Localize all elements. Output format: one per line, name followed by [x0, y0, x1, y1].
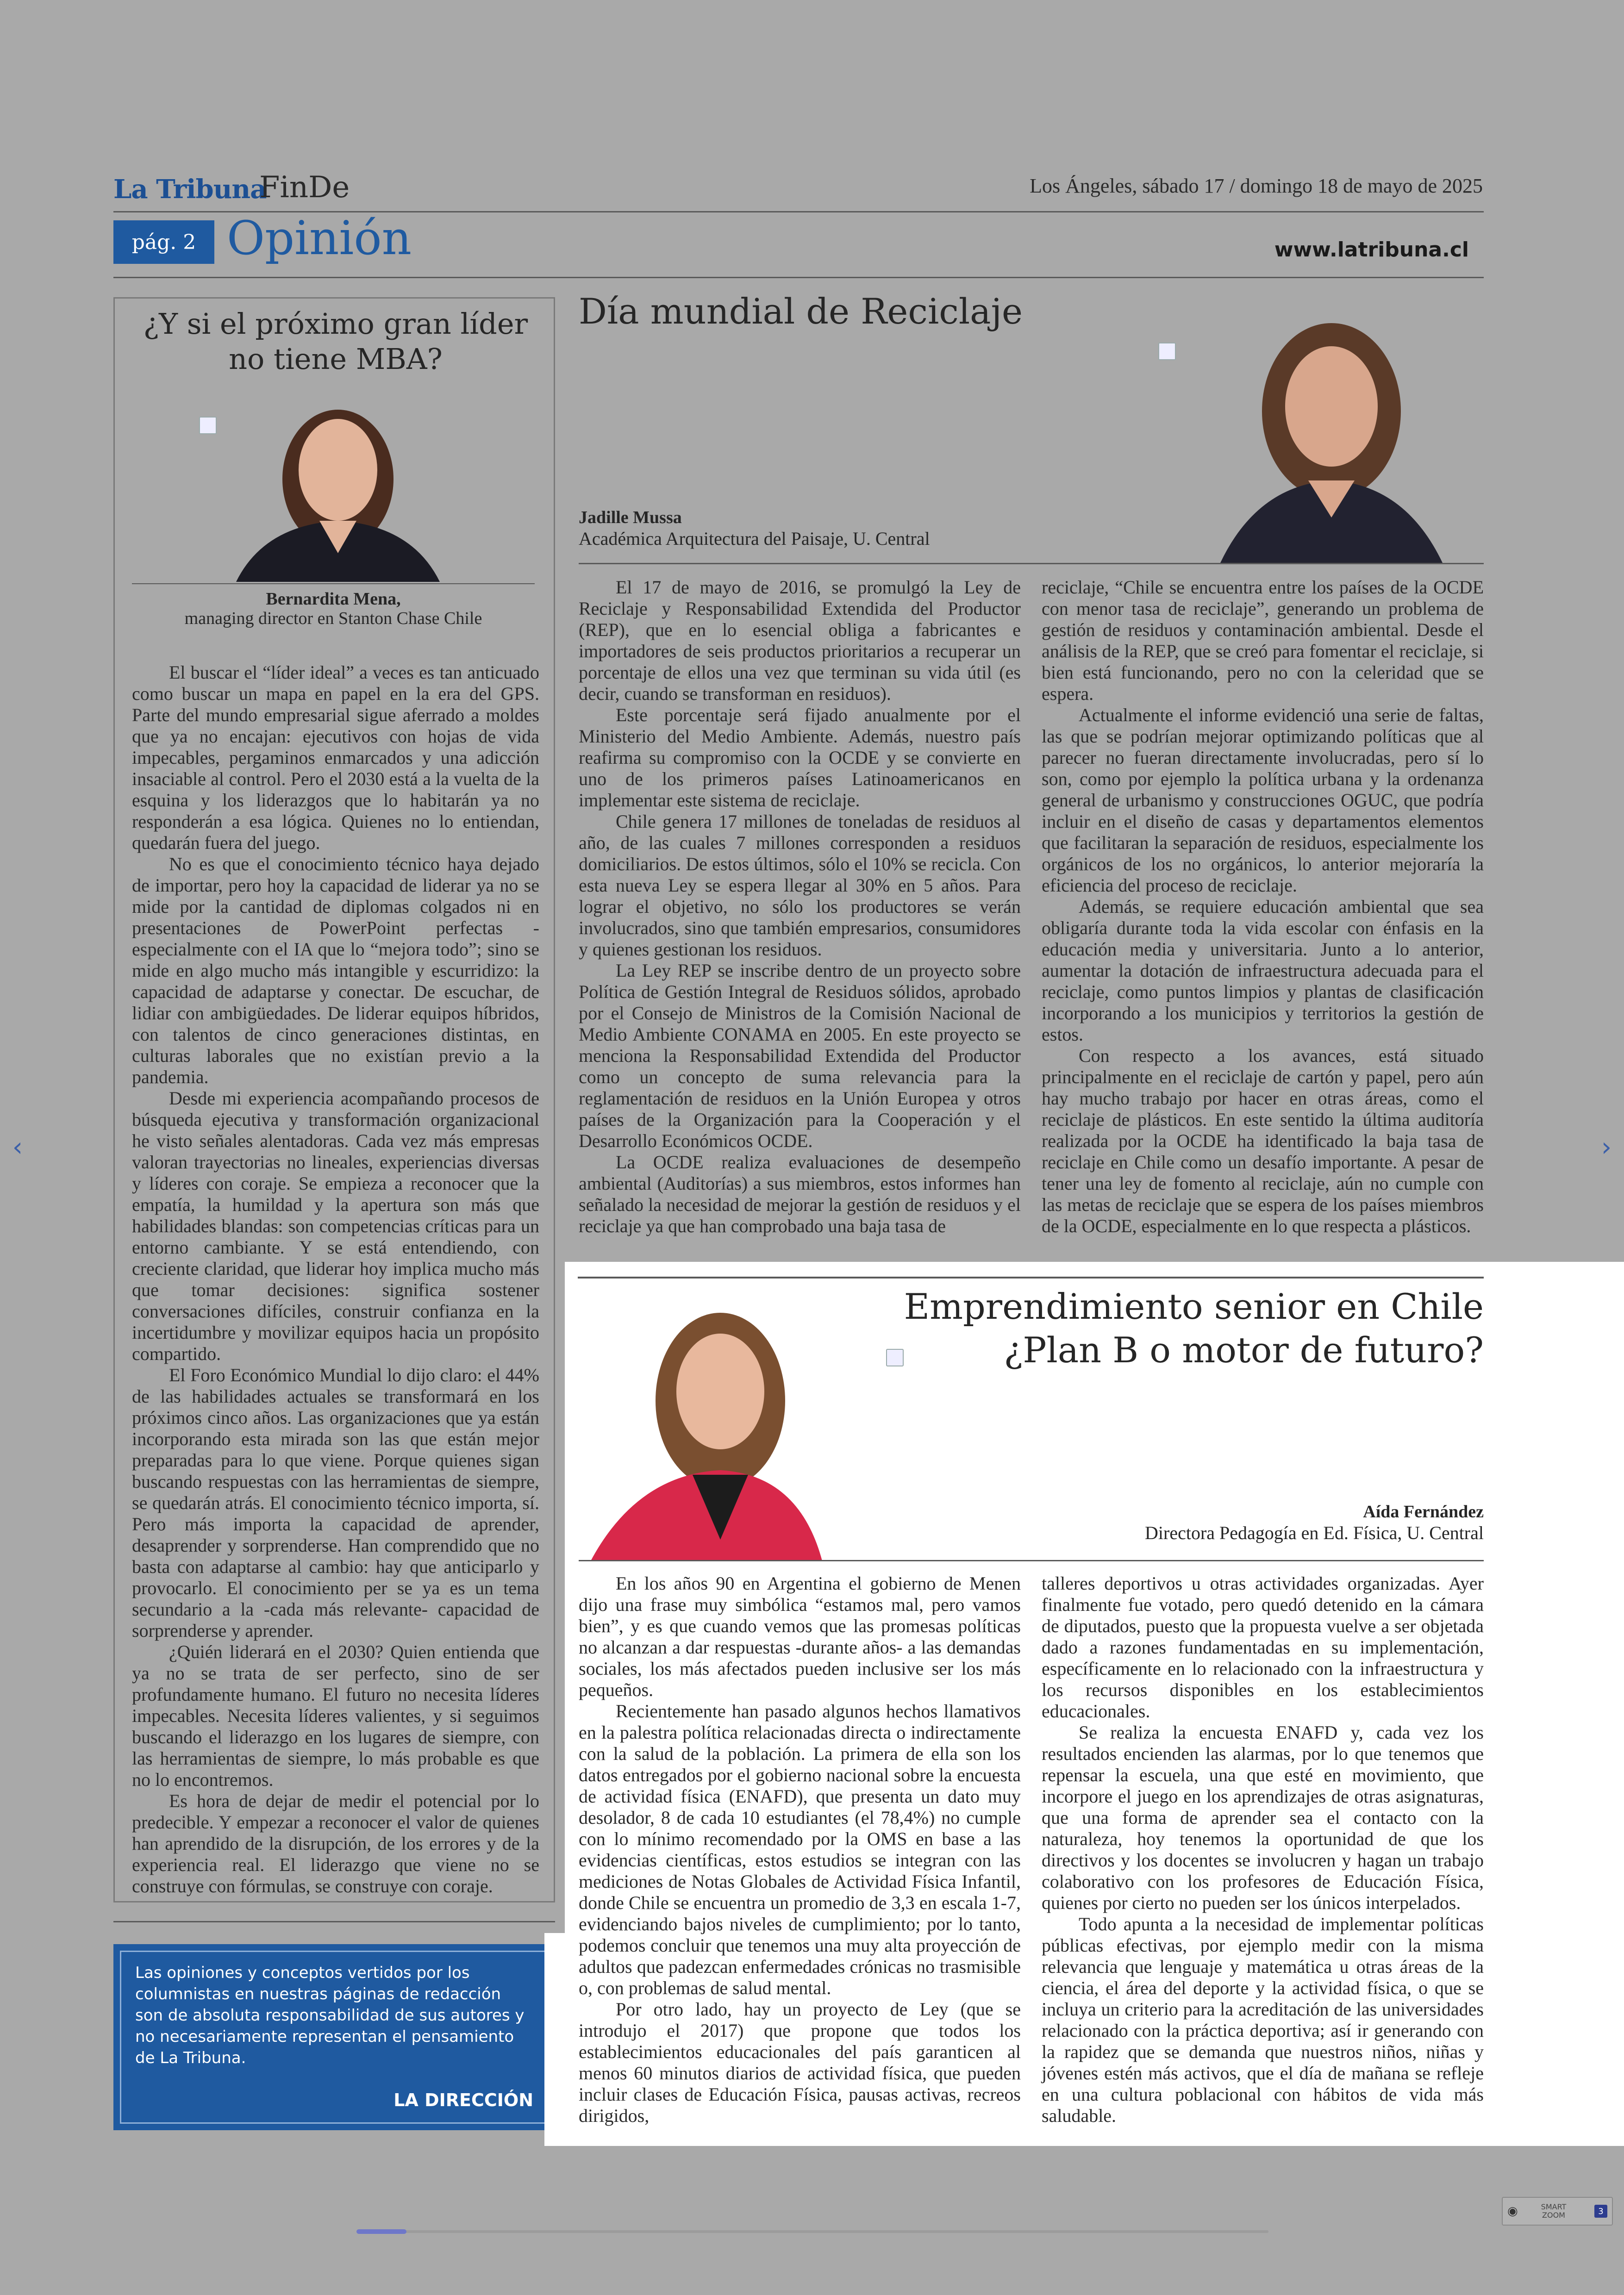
middle-article-author: Jadille Mussa [579, 508, 682, 527]
paragraph: Por otro lado, hay un proyecto de Ley (que se introdujo el 2017) que propone que todos los establecimientos educacionales del país garanticen al menos 60 minutos diarios de actividad física, que pueden incluir clases de Educación Física, pausas activas, recreos dirigidos, [579, 1999, 1021, 2126]
paragraph: En los años 90 en Argentina el gobierno de Menen dijo una frase muy simbólica “estamos mal, pero vamos bien”, y es que cuando vemos que las promesas políticas no alcanzan a dar respuestas -durante años- a las demandas sociales, los más afectados pueden inclusive ser los más pequeños. [579, 1573, 1021, 1700]
left-article-title: ¿Y si el próximo gran líder no tiene MBA? [143, 307, 528, 376]
page-scroll-thumb[interactable] [356, 2229, 406, 2234]
paragraph: Recientemente han pasado algunos hechos llamativos en la palestra política relacionadas directa o indirectamente con la salud de la población. La primera de ella son los datos entregados por el gobierno nacional sobre la encuesta de actividad física (ENAFD), que presenta un dato muy desolador, 8 de cada 10 estudiantes (el 78,4%) no cumple con lo mínimo recomendado por la OMS en base a las evidencias científicas, estos estudios se integran con las mediciones de Notas Globales de Actividad Física Infantil, donde Chile se encuentra un promedio de 3,3 en escala 1-7, evidenciando bajos niveles de cumplimiento; por lo tanto, podemos concluir que tenemos una muy alta proyección de adultos que padezcan enfermedades crónicas no trasmisible o, con problemas de salud mental. [579, 1701, 1021, 1998]
middle-article-author-role: Académica Arquitectura del Paisaje, U. Central [579, 528, 930, 549]
middle-article-title: Día mundial de Reciclaje [579, 291, 1023, 332]
chevron-right-icon: › [1601, 1132, 1612, 1162]
section-title: Opinión [227, 211, 412, 265]
page-label: pág. 2 [131, 230, 196, 254]
paragraph: Este porcentaje será fijado anualmente por el Ministerio del Medio Ambiente. Además, nuestro país reafirma su compromiso con la OCDE y se convierte en uno de los primeros países Latinoamericanos en implementar este sistema de reciclaje. [579, 705, 1021, 811]
eye-icon: ◉ [1507, 2204, 1518, 2218]
author-photo-aida [581, 1299, 822, 1561]
bottom-article-col2 [1042, 1573, 1484, 2127]
bottom-article-author-role: Directora Pedagogía en Ed. Física, U. Central [1145, 1522, 1484, 1543]
paragraph: Desde mi experiencia acompañando procesos de búsqueda ejecutiva y transformación organizacional he visto señales alentadoras. Cada vez más empresas valoran trayectorias no lineales, experiencias diversas y líderes con coraje. Se empieza a reconocer que la empatía, la humildad y la apertura son más que habilidades blandas: son competencias críticas para un entorno cambiante. Y se está entendiendo, con creciente claridad, que liderar hoy implica mucho más que tomar decisiones: significa sostener conversaciones difíciles, construir confianza en la incertidumbre y movilizar equipos hacia un propósito compartido. [132, 1088, 539, 1364]
bottom-article-author: Aída Fernández [1363, 1502, 1484, 1522]
image-placeholder-icon [886, 1349, 904, 1366]
smart-zoom-label [1526, 2203, 1581, 2220]
paragraph: Actualmente el informe evidenció una serie de faltas, las que se podrían mejorar optimizando políticas que al parecer no fueran directamente involucradas, pero sí lo son, como por ejemplo la política urbana y la ordenanza general de urbanismo y construcciones OGUC, que podría incluir en el diseño de casas y departamentos elementos que facilitaran la separación de residuos, especialmente los orgánicos de los no orgánicos, lo anterior mejoraría la eficiencia del proceso de reciclaje. [1042, 705, 1484, 896]
masthead-brand: La Tribuna [113, 174, 267, 205]
paragraph: ¿Quién liderará en el 2030? Quien entienda que ya no se trata de ser perfecto, sino de ser profundamente humano. El futuro no necesita líderes impecables. Necesita líderes valientes, y si seguimos buscando el liderazgo en los lugares de siempre, con las herramientas de siempre, lo más probable es que no lo encontremos. [132, 1641, 539, 1790]
prev-page-button[interactable] [4, 1133, 31, 1161]
paragraph: El Foro Económico Mundial lo dijo claro: el 44% de las habilidades actuales se transformará en los próximos cinco años. Las organizaciones que ya están incorporando esta mirada son las que están mejor preparadas para lo que viene. Porque quienes sigan buscando respuestas con las herramientas de siempre, se quedarán atrás. El conocimiento técnico importa, sí. Pero más importa la capacidad de aprender, desaprender y sorprenderse. Han comprendido que no basta con adaptarse al cambio: hay que anticiparlo y provocarlo. El conocimiento per se ya es un tema secundario a la -cada más relevante- capacidad de sorprenderse y aprender. [132, 1365, 539, 1641]
website-link[interactable]: www.latribuna.cl [1274, 238, 1469, 262]
left-footer-rule [113, 1921, 555, 1922]
paragraph: La Ley REP se inscribe dentro de un proyecto sobre Política de Gestión Integral de Residuos sólidos, aprobado por el Consejo de Ministros de la Comisión Nacional de Medio Ambiente CONAMA en 2005. En este proyecto se menciona la Responsabilidad Extendida del Productor como un concepto de suma relevancia para la reglamentación de residuos en la Unión Europea y otros países de la Organización para la Cooperación y el Desarrollo Económicos OCDE. [579, 960, 1021, 1151]
paragraph: El buscar el “líder ideal” a veces es tan anticuado como buscar un mapa en papel en la era del GPS. Parte del mundo empresarial sigue aferrado a moldes que ya no encajan: ejecutivos con hojas de vida impecables, pergaminos enmarcados y una adicción insaciable al control. Pero el 2030 está a la vuelta de la esquina y los liderazgos que lo habitarán ya no responderán a esa lógica. Quienes no lo entiendan, quedarán fuera del juego. [132, 662, 539, 853]
paragraph: Con respecto a los avances, está situado principalmente en el reciclaje de cartón y papel, pero aún hay mucho trabajo por hacer en otras áreas, como el reciclaje de plásticos. En este sentido la última auditoría realizada por la OCDE ha identificado la baja tasa de reciclaje en Chile como un desafío importante. A pesar de tener una ley de fomento al reciclaje, aún no cumple con las metas de reciclaje que se espera de los países miembros de la OCDE, especialmente en lo que respecta a plásticos. [1042, 1045, 1484, 1236]
left-article-author: Bernardita Mena, [266, 589, 401, 609]
image-placeholder-icon [1158, 343, 1176, 360]
bottom-article-title-line1: Emprendimiento senior en Chile [904, 1286, 1484, 1327]
author-photo-bernardita [222, 382, 454, 582]
disclaimer-inner [120, 1951, 549, 2124]
left-article-body [132, 662, 539, 1897]
bottom-article-top-rule [578, 1277, 1484, 1278]
edition-date: Los Ángeles, sábado 17 / domingo 18 de mayo de 2025 [1030, 175, 1483, 197]
paragraph: Se realiza la encuesta ENAFD y, cada vez los resultados encienden las alarmas, por lo que tenemos que repensar la escuela, una que esté en movimiento, que incorpore el juego en los aprendizajes de otras asignaturas, que una forma de aprender sea el contacto con la naturaleza, hoy tenemos la oportunidad de que los directivos y los docentes se involucren y hagan un trabajo colaborativo con los profesores de Educación Física, quienes por cierto no pueden ser los únicos interpelados. [1042, 1722, 1484, 1913]
left-photo-rule [132, 583, 535, 584]
paragraph: El 17 de mayo de 2016, se promulgó la Ley de Reciclaje y Responsabilidad Extendida del Productor (REP), que en lo esencial obliga a fabricantes e importadores de seis productos prioritarios a recuperar un porcentaje de ellos una vez que terminan su vida útil (es decir, cuando se transforman en residuos). [579, 577, 1021, 704]
middle-article-col2 [1042, 577, 1484, 1237]
left-article-author-role: managing director en Stanton Chase Chile [184, 609, 482, 628]
bottom-article-col1 [579, 1573, 1021, 2127]
disclaimer-box [113, 1944, 555, 2130]
disclaimer-text: Las opiniones y conceptos vertidos por los columnistas en nuestras páginas de redacción son de absoluta responsabilidad de sus autores y no necesariamente representan el pensamiento de La Tribuna. [135, 1964, 525, 2067]
page-label-box [113, 220, 214, 264]
paragraph: talleres deportivos u otras actividades organizadas. Ayer finalmente fue votado, pero quedó detenido en la cámara de diputados, puesto que la propuesta vuelve a ser objetada dado a razones fundamentadas en su implementación, específicamente en lo relacionado con la infraestructura y los recursos disponibles en los establecimientos educacionales. [1042, 1573, 1484, 1721]
smart-zoom-button[interactable] [1502, 2197, 1613, 2226]
paragraph: Además, se requiere educación ambiental que sea obligaría durante toda la vida escolar con énfasis en la educación media y universitaria. Junto a lo anterior, aumentar la dotación de infraestructura adecuada para el reciclaje, como puntos limpios y plantas de clasificación incorporando a los municipios y territorios la gestión de estos. [1042, 896, 1484, 1045]
paragraph: Es hora de dejar de medir el potencial por lo predecible. Y empezar a reconocer el valor de quienes han aprendido de la disrupción, de los errores y de la experiencia real. El liderazgo que viene no se construye con fórmulas, se construye con coraje. [132, 1790, 539, 1896]
header-rule-bottom [113, 277, 1484, 278]
masthead-section-brand: FinDe [259, 170, 350, 205]
smart-zoom-label-line1: SMART [1541, 2202, 1567, 2211]
paragraph: Chile genera 17 millones de toneladas de residuos al año, de las cuales 7 millones corresponden a residuos domiciliarios. De estos últimos, sólo el 10% se recicla. Con esta nueva Ley se espera llegar al 30% en 5 años. Para lograr el objetivo, no sólo los productores se verán involucrados, sino que también empresarios, consumidores y quienes gestionan los residuos. [579, 811, 1021, 960]
page-scroll-track[interactable] [356, 2230, 1268, 2233]
smart-zoom-badge: 3 [1594, 2205, 1607, 2218]
image-placeholder-icon [199, 417, 217, 434]
paragraph: Todo apunta a la necesidad de implementar políticas públicas efectivas, por ejemplo medir con la misma relevancia que lenguaje y matemática u otras áreas de la ciencia, el área del deporte y la actividad física, o que se incluya un criterio para la acreditación de las universidades relacionado con la práctica deportiva; así ir generando con la rapidez que se demanda que nuestros niños, niñas y jóvenes estén más activos, que el día de mañana se refleje en una cultura poblacional con hábitos de vida más saludable. [1042, 1914, 1484, 2126]
smart-zoom-label-line2: ZOOM [1542, 2211, 1565, 2220]
paragraph: reciclaje, “Chile se encuentra entre los países de la OCDE con menor tasa de reciclaje”, generando un problema de gestión de residuos y contaminación ambiental. Desde el análisis de la REP, que se creó para fomentar el reciclaje, si bien está funcionando, pero no con la celeridad que se espera. [1042, 577, 1484, 704]
bottom-article-title-line2: ¿Plan B o motor de futuro? [1004, 1329, 1484, 1371]
chevron-left-icon: ‹ [12, 1132, 23, 1162]
disclaimer-signature: LA DIRECCIÓN [394, 2090, 533, 2110]
middle-photo-rule [579, 563, 1484, 564]
bottom-photo-rule [579, 1560, 1484, 1561]
paragraph: La OCDE realiza evaluaciones de desempeño ambiental (Auditorías) a sus miembros, estos informes han señalado la necesidad de mejorar la gestión de residuos y el reciclaje ya que han comprobado una baja tasa de [579, 1152, 1021, 1236]
next-page-button[interactable] [1593, 1133, 1620, 1161]
paragraph: No es que el conocimiento técnico haya dejado de importar, pero hoy la capacidad de liderar ya no se mide por la cantidad de diplomas colgados ni en presentaciones de PowerPoint perfectas -especialmente con el IA que lo “mejora todo”; sino se mide en algo mucho más intangible y escurridizo: la capacidad de adaptarse y conectar. De escuchar, de lidiar con ambigüedades. De liderar equipos híbridos, con talentos de cinco generaciones distintas, en culturas laborales que no existían previo a la pandemia. [132, 854, 539, 1087]
author-photo-jadille [1211, 300, 1448, 563]
middle-article-col1 [579, 577, 1021, 1237]
